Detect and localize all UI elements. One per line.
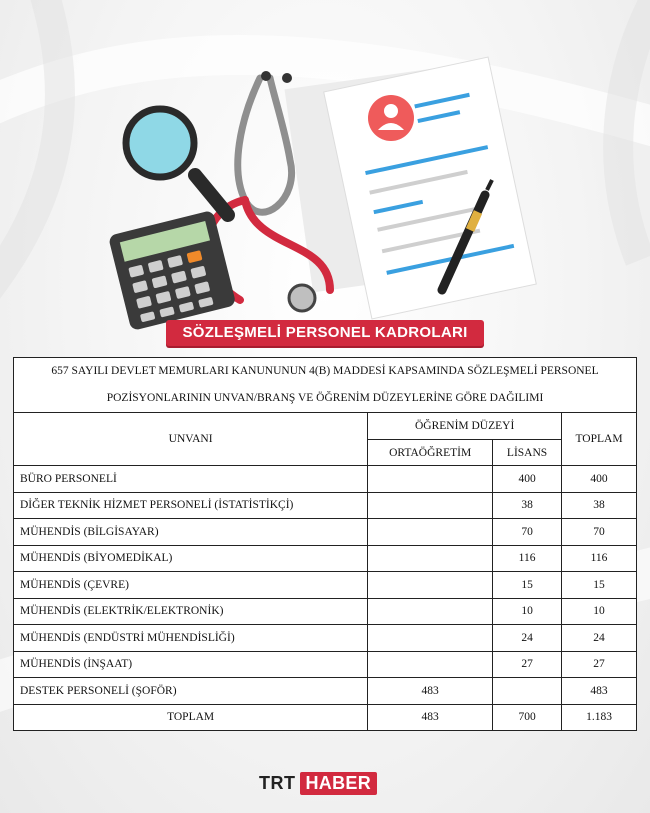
cell-lisans: 15 [493,572,562,599]
cell-unvan: MÜHENDİS (ENDÜSTRİ MÜHENDİSLİĞİ) [14,625,368,652]
cell-ortaogretim: 483 [368,678,493,705]
calculator-icon [108,210,237,331]
table-row [14,519,637,546]
trt-haber-logo [259,771,377,795]
cell-ortaogretim [368,651,493,678]
table-row [14,598,637,625]
header-ortaogretim: ORTAÖĞRETİM [368,440,493,466]
total-row [14,704,637,731]
cell-unvan: MÜHENDİS (ELEKTRİK/ELEKTRONİK) [14,598,368,625]
cell-ortaogretim [368,519,493,546]
cell-toplam: 116 [562,545,637,572]
caption-line-2: POZİSYONLARININ UNVAN/BRANŞ VE ÖĞRENİM DÜZEYLERİNE GÖRE DAĞILIMI [106,392,544,404]
cell-lisans: 116 [493,545,562,572]
cell-ortaogretim [368,466,493,493]
user-avatar-icon [368,95,414,141]
cell-unvan: MÜHENDİS (ÇEVRE) [14,572,368,599]
cell-lisans: 38 [493,492,562,519]
table-row [14,545,637,572]
cell-toplam: 70 [562,519,637,546]
magnifier-icon [126,109,228,215]
cell-lisans: 70 [493,519,562,546]
table-row [14,625,637,652]
cell-toplam: 27 [562,651,637,678]
cell-lisans: 27 [493,651,562,678]
cell-ortaogretim [368,572,493,599]
personnel-table [13,357,637,731]
cell-ortaogretim [368,545,493,572]
cell-unvan: MÜHENDİS (BİLGİSAYAR) [14,519,368,546]
cell-toplam: 38 [562,492,637,519]
table-row [14,492,637,519]
total-label: TOPLAM [14,704,368,731]
total-toplam: 1.183 [562,704,637,731]
table-row [14,572,637,599]
header-illustration [0,0,650,355]
cell-lisans: 400 [493,466,562,493]
logo-trt: TRT [259,772,296,793]
cell-toplam: 15 [562,572,637,599]
cell-lisans: 24 [493,625,562,652]
table-row [14,651,637,678]
cell-ortaogretim [368,598,493,625]
cell-toplam: 10 [562,598,637,625]
cell-lisans [493,678,562,705]
cell-unvan: BÜRO PERSONELİ [14,466,368,493]
cell-unvan: MÜHENDİS (BİYOMEDİKAL) [14,545,368,572]
cell-ortaogretim [368,625,493,652]
cell-toplam: 483 [562,678,637,705]
cell-unvan: MÜHENDİS (İNŞAAT) [14,651,368,678]
header-lisans: LİSANS [493,440,562,466]
table-row [14,466,637,493]
title-banner: SÖZLEŞMELİ PERSONEL KADROLARI [166,320,484,346]
caption-line-1: 657 SAYILI DEVLET MEMURLARI KANUNUNUN 4(B) MADDESİ KAPSAMINDA SÖZLEŞMELİ PERSONEL [51,365,599,377]
cell-unvan: DİĞER TEKNİK HİZMET PERSONELİ (İSTATİSTİKÇİ) [14,492,368,519]
table-row [14,678,637,705]
document-icon [285,57,537,319]
header-toplam: TOPLAM [562,413,637,466]
table-caption [14,358,637,413]
total-ortaogretim: 483 [368,704,493,731]
logo-haber: HABER [300,772,378,795]
total-lisans: 700 [493,704,562,731]
cell-unvan: DESTEK PERSONELİ (ŞOFÖR) [14,678,368,705]
cell-toplam: 400 [562,466,637,493]
header-unvan: UNVANI [14,413,368,466]
cell-lisans: 10 [493,598,562,625]
cell-ortaogretim [368,492,493,519]
cell-toplam: 24 [562,625,637,652]
header-ogrenim-duzeyi: ÖĞRENİM DÜZEYİ [368,413,562,440]
